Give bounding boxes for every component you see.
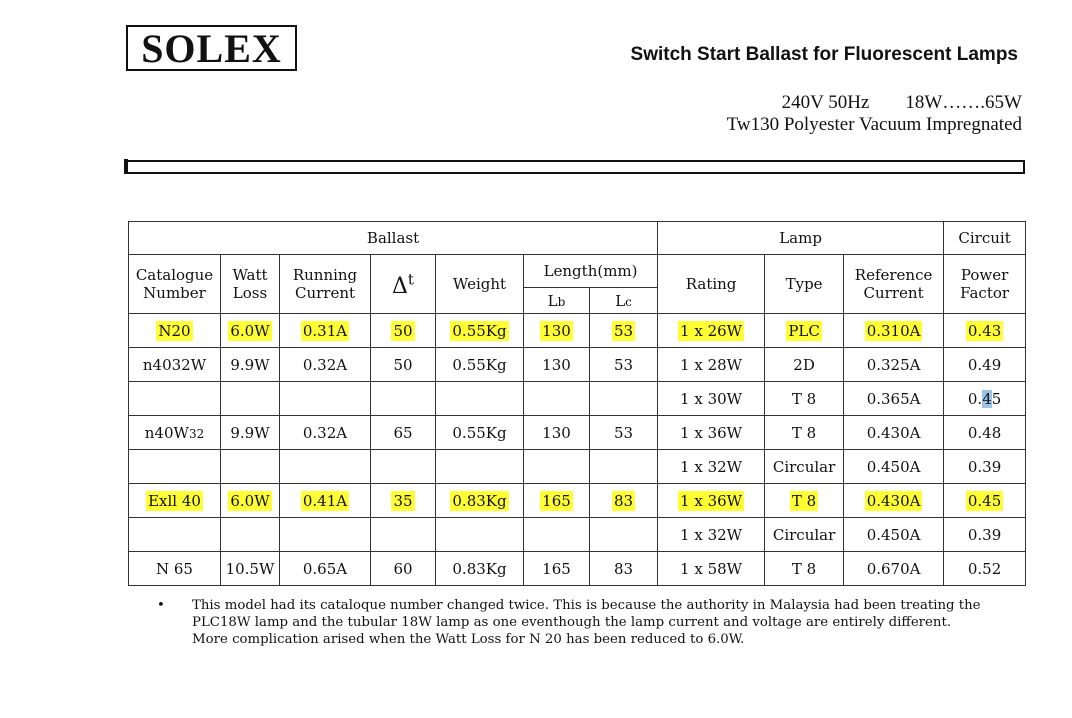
table-row <box>129 450 1026 484</box>
table-row <box>129 382 1026 416</box>
solex-logo: SOLEX <box>126 25 297 71</box>
power-factor-cell: 0.45 <box>944 484 1026 518</box>
col-reference-current: Reference Current <box>844 255 944 314</box>
watt-loss-cell <box>221 518 280 552</box>
reference-current-cell: 0.325A <box>844 348 944 382</box>
power-factor-cell: 0.45 <box>944 382 1026 416</box>
running-current-cell: 0.31A <box>280 314 371 348</box>
running-current-cell <box>280 518 371 552</box>
weight-cell <box>436 450 524 484</box>
delta-t-cell: 60 <box>371 552 436 586</box>
catalogue-cell: Exll 40 <box>129 484 221 518</box>
table-row <box>129 348 1026 382</box>
running-current-cell <box>280 450 371 484</box>
col-watt-loss: Watt Loss <box>221 255 280 314</box>
footnote-line: More complication arised when the Watt Loss for N 20 has been reduced to 6.0W. <box>192 632 745 647</box>
lb-cell <box>524 382 590 416</box>
delta-t-cell: 50 <box>371 314 436 348</box>
voltage-text: 240V 50Hz <box>781 92 870 113</box>
power-factor-cell: 0.39 <box>944 450 1026 484</box>
col-lb: Lb <box>524 288 590 314</box>
lc-cell: 53 <box>590 348 658 382</box>
catalogue-cell: n4032W <box>129 348 221 382</box>
power-factor-cell: 0.39 <box>944 518 1026 552</box>
footnote-line: PLC18W lamp and the tubular 18W lamp as one eventhough the lamp current and voltage are entirely different. <box>192 615 952 630</box>
rating-cell: 1 x 32W <box>658 518 765 552</box>
lb-cell <box>524 518 590 552</box>
type-cell: Circular <box>765 450 844 484</box>
text-selection: 4 <box>982 389 992 408</box>
type-cell: T 8 <box>765 382 844 416</box>
delta-t-cell <box>371 382 436 416</box>
weight-cell: 0.55Kg <box>436 348 524 382</box>
col-delta-t: $\Delta^t$ <box>371 255 436 314</box>
lc-cell: 53 <box>590 416 658 450</box>
power-factor-cell: 0.43 <box>944 314 1026 348</box>
power-factor-cell: 0.52 <box>944 552 1026 586</box>
col-type: Type <box>765 255 844 314</box>
table-row <box>129 416 1026 450</box>
rating-cell: 1 x 36W <box>658 484 765 518</box>
col-length: Length(mm) <box>524 255 658 288</box>
col-rating: Rating <box>658 255 765 314</box>
table-row <box>129 314 1026 348</box>
table-row <box>129 484 1026 518</box>
col-power-factor: Power Factor <box>944 255 1026 314</box>
rating-cell: 1 x 26W <box>658 314 765 348</box>
lb-cell: 130 <box>524 416 590 450</box>
type-cell: T 8 <box>765 552 844 586</box>
lb-cell: 165 <box>524 484 590 518</box>
lb-cell: 130 <box>524 348 590 382</box>
lc-cell: 53 <box>590 314 658 348</box>
delta-t-cell: 65 <box>371 416 436 450</box>
type-cell: T 8 <box>765 484 844 518</box>
type-cell: T 8 <box>765 416 844 450</box>
running-current-cell: 0.32A <box>280 416 371 450</box>
power-factor-cell: 0.48 <box>944 416 1026 450</box>
watt-loss-cell <box>221 382 280 416</box>
delta-t-cell: 50 <box>371 348 436 382</box>
lb-cell: 130 <box>524 314 590 348</box>
weight-cell: 0.83Kg <box>436 552 524 586</box>
rating-cell: 1 x 30W <box>658 382 765 416</box>
table-row <box>129 518 1026 552</box>
footnote-text <box>192 597 992 648</box>
reference-current-cell: 0.450A <box>844 518 944 552</box>
lc-cell <box>590 450 658 484</box>
reference-current-cell: 0.430A <box>844 484 944 518</box>
type-cell: PLC <box>765 314 844 348</box>
catalogue-cell: N 65 <box>129 552 221 586</box>
reference-current-cell: 0.430A <box>844 416 944 450</box>
lc-cell: 83 <box>590 552 658 586</box>
reference-current-cell: 0.450A <box>844 450 944 484</box>
group-ballast: Ballast <box>129 222 658 255</box>
footnote-line: This model had its cataloque number changed twice. This is because the authority in Malaysia had been treating the <box>192 598 981 613</box>
catalogue-cell <box>129 382 221 416</box>
power-factor-cell: 0.49 <box>944 348 1026 382</box>
rating-cell: 1 x 36W <box>658 416 765 450</box>
reference-current-cell: 0.310A <box>844 314 944 348</box>
rating-cell: 1 x 58W <box>658 552 765 586</box>
header-divider-bar <box>125 160 1025 174</box>
watt-loss-cell: 9.9W <box>221 416 280 450</box>
watt-loss-cell: 6.0W <box>221 484 280 518</box>
running-current-cell: 0.65A <box>280 552 371 586</box>
delta-t-cell: 35 <box>371 484 436 518</box>
type-cell: 2D <box>765 348 844 382</box>
running-current-cell <box>280 382 371 416</box>
delta-t-cell <box>371 518 436 552</box>
catalogue-cell <box>129 450 221 484</box>
col-weight: Weight <box>436 255 524 314</box>
running-current-cell: 0.41A <box>280 484 371 518</box>
running-current-cell: 0.32A <box>280 348 371 382</box>
weight-cell: 0.83Kg <box>436 484 524 518</box>
lb-cell <box>524 450 590 484</box>
lc-cell <box>590 382 658 416</box>
watt-loss-cell: 6.0W <box>221 314 280 348</box>
watt-loss-cell: 9.9W <box>221 348 280 382</box>
voltage-spec <box>782 92 1022 114</box>
weight-cell: 0.55Kg <box>436 416 524 450</box>
table-row <box>129 552 1026 586</box>
weight-cell <box>436 382 524 416</box>
watt-loss-cell <box>221 450 280 484</box>
catalogue-cell: n40W32 <box>129 416 221 450</box>
col-catalogue-number: Catalogue Number <box>129 255 221 314</box>
delta-t-cell <box>371 450 436 484</box>
col-lc: Lc <box>590 288 658 314</box>
lc-cell: 83 <box>590 484 658 518</box>
weight-cell: 0.55Kg <box>436 314 524 348</box>
catalogue-cell: N20 <box>129 314 221 348</box>
type-cell: Circular <box>765 518 844 552</box>
insulation-spec: Tw130 Polyester Vacuum Impregnated <box>726 114 1022 135</box>
lc-cell <box>590 518 658 552</box>
group-lamp: Lamp <box>658 222 944 255</box>
weight-cell <box>436 518 524 552</box>
lb-cell: 165 <box>524 552 590 586</box>
wattage-range-text: 18W…….65W <box>905 92 1022 113</box>
watt-loss-cell: 10.5W <box>221 552 280 586</box>
document-title: Switch Start Ballast for Fluorescent Lamps <box>630 44 1018 65</box>
reference-current-cell: 0.365A <box>844 382 944 416</box>
rating-cell: 1 x 32W <box>658 450 765 484</box>
col-running-current: Running Current <box>280 255 371 314</box>
rating-cell: 1 x 28W <box>658 348 765 382</box>
reference-current-cell: 0.670A <box>844 552 944 586</box>
ballast-spec-table <box>128 221 1026 586</box>
catalogue-cell <box>129 518 221 552</box>
group-circuit: Circuit <box>944 222 1026 255</box>
bullet-icon: • <box>157 598 165 613</box>
